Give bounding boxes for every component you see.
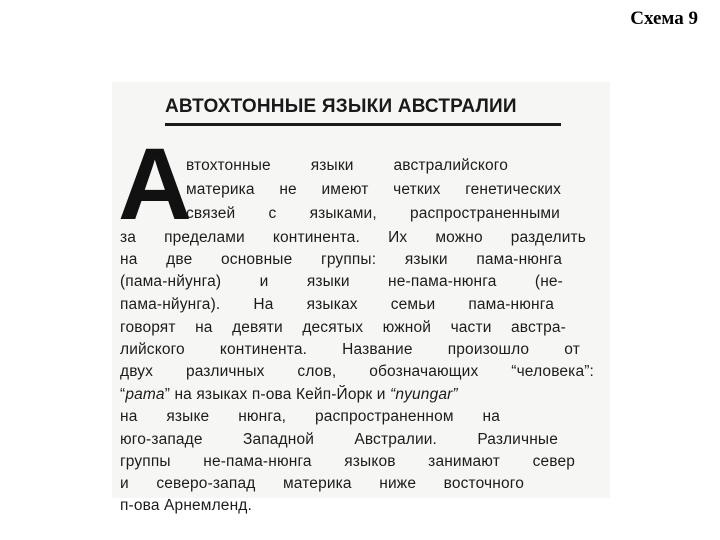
- drop-cap: А: [118, 127, 192, 241]
- paragraph-line-15: и северо-запад материка ниже восточного: [120, 475, 524, 492]
- paragraph-line-6: (пама-нйунга) и языки не-пама-нюнга (не-: [120, 273, 563, 290]
- paragraph-line-9: лийского континента. Название произошло от: [120, 341, 580, 358]
- word-rama: рama: [125, 386, 165, 403]
- quote-close: ”: [164, 386, 170, 403]
- paragraph-line-16: п-ова Арнемленд.: [120, 497, 252, 514]
- paragraph-line-2: материка не имеют четких генетических: [186, 181, 561, 198]
- paragraph-line-14: группы не-пама-нюнга языков занимают север: [120, 453, 575, 470]
- paragraph-line-7: пама-нйунга). На языках семьи пама-нюнга: [120, 296, 554, 313]
- paragraph-line-5: на две основные группы: языки пама-нюнга: [120, 251, 562, 268]
- quote-open: “: [120, 386, 126, 403]
- paragraph-line-13: юго-западе Западной Австралии. Различные: [120, 431, 558, 448]
- slide-label: Схема 9: [630, 8, 698, 29]
- paragraph-line-11: [120, 385, 590, 405]
- paragraph-line-10: двух различных слов, обозначающих “человека”:: [120, 363, 594, 380]
- word-nyungar: “nyungar”: [390, 386, 458, 403]
- line11-middle-text: на языках п-ова Кейп-Йорк и: [170, 386, 391, 403]
- paragraph-line-8: говорят на девяти десятых южной части австра-: [120, 319, 566, 336]
- article-title: АВТОХТОННЫЕ ЯЗЫКИ АВСТРАЛИИ: [165, 96, 517, 117]
- title-underline: [165, 123, 561, 126]
- paragraph-line-3: связей с языками, распространенными: [186, 205, 560, 222]
- paragraph-line-1: втохтонные языки австралийского: [186, 157, 508, 174]
- paragraph-line-12: на языке нюнга, распространенном на: [120, 408, 500, 425]
- paragraph-line-4: за пределами континента. Их можно разделить: [120, 229, 586, 246]
